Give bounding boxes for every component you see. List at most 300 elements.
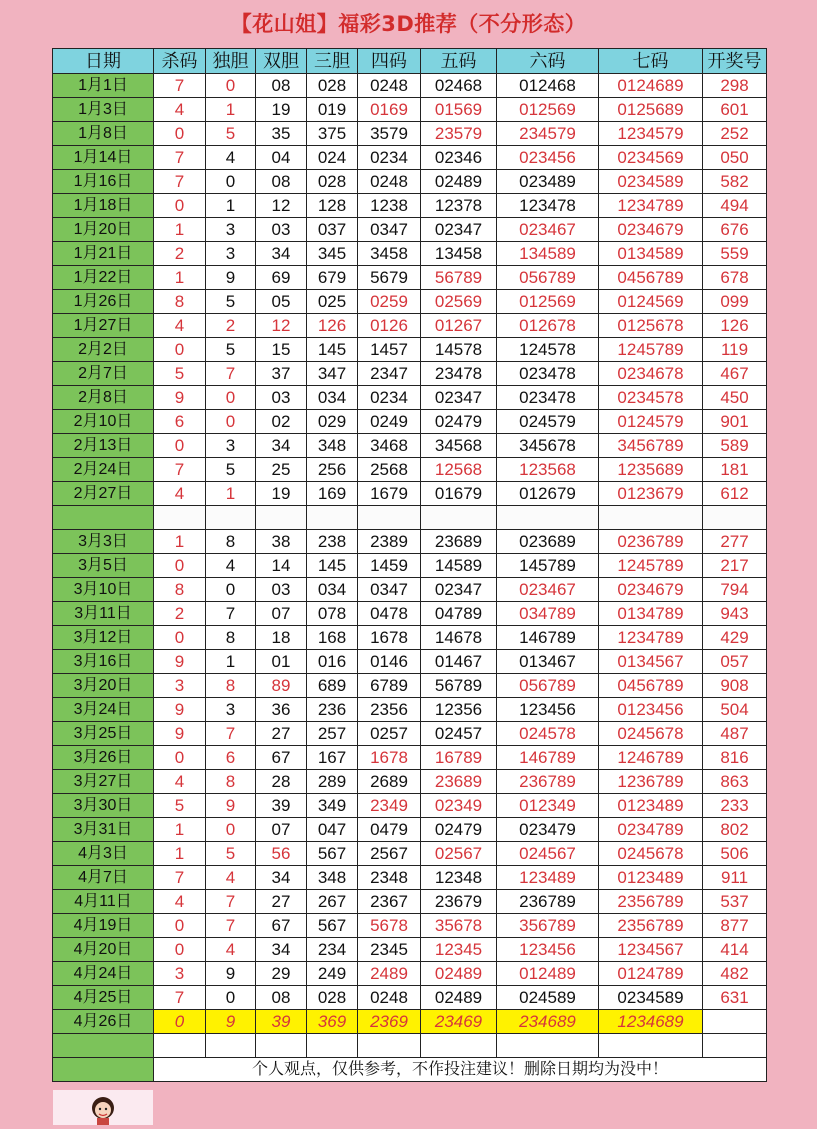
value-cell: 4 [154, 482, 206, 506]
value-cell: 023478 [497, 386, 599, 410]
value-cell: 047 [307, 818, 358, 842]
date-cell: 2月8日 [53, 386, 154, 410]
value-cell: 8 [206, 626, 256, 650]
value-cell: 0 [206, 578, 256, 602]
date-cell: 1月26日 [53, 290, 154, 314]
value-cell: 3456789 [599, 434, 703, 458]
table-row [53, 482, 767, 506]
date-cell: 4月3日 [53, 842, 154, 866]
value-cell: 4 [206, 554, 256, 578]
value-cell: 1 [206, 194, 256, 218]
date-cell: 2月10日 [53, 410, 154, 434]
value-cell: 0 [206, 74, 256, 98]
disclaimer-note: 个人观点，仅供参考，不作投注建议！删除日期均为没中！ [154, 1058, 767, 1082]
table-row [53, 674, 767, 698]
value-cell: 5 [206, 290, 256, 314]
value-cell: 267 [307, 890, 358, 914]
table-row [53, 866, 767, 890]
value-cell: 08 [256, 74, 307, 98]
value-cell: 0 [154, 626, 206, 650]
value-cell: 494 [703, 194, 767, 218]
value-cell: 4 [154, 98, 206, 122]
value-cell: 1 [206, 98, 256, 122]
value-cell: 099 [703, 290, 767, 314]
value-cell: 023489 [497, 170, 599, 194]
date-cell: 3月16日 [53, 650, 154, 674]
value-cell: 050 [703, 146, 767, 170]
table-row [53, 602, 767, 626]
value-cell: 9 [154, 722, 206, 746]
value-cell: 2568 [358, 458, 421, 482]
title-text: 福彩3D推荐（不分形态） [338, 12, 587, 36]
empty-cell [154, 1034, 206, 1058]
table-row [53, 794, 767, 818]
value-cell: 0234569 [599, 146, 703, 170]
date-cell: 1月21日 [53, 242, 154, 266]
value-cell: 0 [206, 818, 256, 842]
value-cell: 34 [256, 434, 307, 458]
value-cell: 37 [256, 362, 307, 386]
value-cell: 14 [256, 554, 307, 578]
value-cell: 236 [307, 698, 358, 722]
prediction-cell: 1234689 [599, 1010, 703, 1034]
table-row [53, 386, 767, 410]
value-cell: 0234578 [599, 386, 703, 410]
value-cell: 1234789 [599, 194, 703, 218]
value-cell: 5 [206, 338, 256, 362]
value-cell: 0 [154, 914, 206, 938]
value-cell: 016 [307, 650, 358, 674]
value-cell: 0347 [358, 218, 421, 242]
empty-cell [358, 506, 421, 530]
value-cell: 0 [206, 410, 256, 434]
value-cell: 7 [206, 362, 256, 386]
value-cell: 0234678 [599, 362, 703, 386]
page-title [0, 0, 817, 46]
column-header: 三胆 [307, 49, 358, 74]
value-cell: 347 [307, 362, 358, 386]
value-cell: 023689 [497, 530, 599, 554]
table-row [53, 842, 767, 866]
table-row [53, 890, 767, 914]
value-cell: 02569 [421, 290, 497, 314]
value-cell: 14578 [421, 338, 497, 362]
table-row [53, 986, 767, 1010]
value-cell: 123478 [497, 194, 599, 218]
value-cell: 2 [154, 602, 206, 626]
value-cell: 1245789 [599, 554, 703, 578]
value-cell: 9 [206, 962, 256, 986]
value-cell: 029 [307, 410, 358, 434]
value-cell: 36 [256, 698, 307, 722]
value-cell: 612 [703, 482, 767, 506]
value-cell: 1 [206, 482, 256, 506]
value-cell: 02489 [421, 962, 497, 986]
value-cell: 233 [703, 794, 767, 818]
recommendation-table [52, 48, 767, 1082]
value-cell: 7 [154, 170, 206, 194]
value-cell: 2367 [358, 890, 421, 914]
value-cell: 145 [307, 554, 358, 578]
table-row [53, 722, 767, 746]
value-cell: 028 [307, 74, 358, 98]
value-cell: 15 [256, 338, 307, 362]
value-cell: 1235689 [599, 458, 703, 482]
blank-row [53, 1034, 767, 1058]
value-cell: 345 [307, 242, 358, 266]
value-cell: 3 [154, 674, 206, 698]
value-cell: 6 [206, 746, 256, 770]
value-cell: 7 [154, 458, 206, 482]
value-cell: 877 [703, 914, 767, 938]
value-cell: 0 [154, 194, 206, 218]
value-cell: 023467 [497, 578, 599, 602]
value-cell: 7 [206, 722, 256, 746]
title-brand: 【花山姐】 [230, 12, 339, 36]
column-header: 日期 [53, 49, 154, 74]
value-cell: 0234589 [599, 986, 703, 1010]
value-cell: 4 [154, 770, 206, 794]
date-cell: 4月20日 [53, 938, 154, 962]
value-cell: 145789 [497, 554, 599, 578]
table-row [53, 650, 767, 674]
table-row [53, 698, 767, 722]
date-cell: 4月26日 [53, 1010, 154, 1034]
value-cell: 0123489 [599, 866, 703, 890]
value-cell: 0124569 [599, 290, 703, 314]
value-cell: 7 [154, 146, 206, 170]
value-cell: 169 [307, 482, 358, 506]
value-cell: 034 [307, 386, 358, 410]
column-header: 独胆 [206, 49, 256, 74]
date-cell: 3月5日 [53, 554, 154, 578]
value-cell: 0134567 [599, 650, 703, 674]
empty-cell [358, 1034, 421, 1058]
empty-cell [703, 1034, 767, 1058]
value-cell: 3 [206, 698, 256, 722]
value-cell: 289 [307, 770, 358, 794]
value-cell: 2345 [358, 938, 421, 962]
value-cell: 0234 [358, 386, 421, 410]
value-cell: 0248 [358, 74, 421, 98]
prediction-cell: 9 [206, 1010, 256, 1034]
value-cell: 123489 [497, 866, 599, 890]
value-cell: 467 [703, 362, 767, 386]
value-cell: 1234567 [599, 938, 703, 962]
value-cell: 89 [256, 674, 307, 698]
value-cell: 236789 [497, 890, 599, 914]
value-cell: 02347 [421, 218, 497, 242]
date-cell: 3月10日 [53, 578, 154, 602]
value-cell: 03 [256, 578, 307, 602]
date-cell: 4月11日 [53, 890, 154, 914]
value-cell: 1 [154, 266, 206, 290]
value-cell: 375 [307, 122, 358, 146]
value-cell: 2356789 [599, 890, 703, 914]
value-cell: 234579 [497, 122, 599, 146]
date-cell: 1月14日 [53, 146, 154, 170]
value-cell: 028 [307, 170, 358, 194]
value-cell: 126 [703, 314, 767, 338]
value-cell: 631 [703, 986, 767, 1010]
value-cell: 0 [206, 986, 256, 1010]
column-header: 双胆 [256, 49, 307, 74]
date-cell [53, 1058, 154, 1082]
value-cell: 034789 [497, 602, 599, 626]
value-cell: 3 [206, 242, 256, 266]
date-cell: 3月11日 [53, 602, 154, 626]
value-cell: 802 [703, 818, 767, 842]
value-cell: 128 [307, 194, 358, 218]
table-row [53, 290, 767, 314]
value-cell: 13458 [421, 242, 497, 266]
value-cell: 504 [703, 698, 767, 722]
value-cell: 9 [154, 650, 206, 674]
table-row [53, 146, 767, 170]
date-cell: 4月19日 [53, 914, 154, 938]
prediction-cell: 39 [256, 1010, 307, 1034]
value-cell: 9 [154, 386, 206, 410]
value-cell: 0248 [358, 986, 421, 1010]
value-cell: 01569 [421, 98, 497, 122]
table-row [53, 770, 767, 794]
value-cell: 05 [256, 290, 307, 314]
date-cell: 2月2日 [53, 338, 154, 362]
date-cell: 3月30日 [53, 794, 154, 818]
value-cell: 123568 [497, 458, 599, 482]
date-cell: 4月25日 [53, 986, 154, 1010]
table-row [53, 170, 767, 194]
value-cell: 298 [703, 74, 767, 98]
value-cell: 168 [307, 626, 358, 650]
value-cell: 0125678 [599, 314, 703, 338]
date-cell: 3月31日 [53, 818, 154, 842]
value-cell: 0169 [358, 98, 421, 122]
value-cell: 14678 [421, 626, 497, 650]
value-cell: 7 [154, 986, 206, 1010]
value-cell: 482 [703, 962, 767, 986]
value-cell: 1245789 [599, 338, 703, 362]
value-cell: 911 [703, 866, 767, 890]
value-cell: 816 [703, 746, 767, 770]
value-cell: 078 [307, 602, 358, 626]
value-cell: 0124789 [599, 962, 703, 986]
value-cell: 1 [154, 218, 206, 242]
value-cell: 14589 [421, 554, 497, 578]
value-cell: 024578 [497, 722, 599, 746]
value-cell: 1 [154, 842, 206, 866]
value-cell: 0259 [358, 290, 421, 314]
value-cell: 0234679 [599, 578, 703, 602]
value-cell: 0456789 [599, 266, 703, 290]
empty-cell [154, 506, 206, 530]
table-row [53, 554, 767, 578]
value-cell: 18 [256, 626, 307, 650]
value-cell: 19 [256, 98, 307, 122]
value-cell: 1457 [358, 338, 421, 362]
value-cell: 506 [703, 842, 767, 866]
value-cell: 124578 [497, 338, 599, 362]
value-cell: 23579 [421, 122, 497, 146]
value-cell: 0234679 [599, 218, 703, 242]
value-cell: 4 [206, 866, 256, 890]
note-row [53, 1058, 767, 1082]
value-cell: 056789 [497, 674, 599, 698]
value-cell: 167 [307, 746, 358, 770]
prediction-cell: 23469 [421, 1010, 497, 1034]
value-cell: 0 [154, 338, 206, 362]
table-row [53, 530, 767, 554]
value-cell: 277 [703, 530, 767, 554]
table-row [53, 938, 767, 962]
table-row [53, 434, 767, 458]
value-cell: 7 [206, 602, 256, 626]
value-cell: 04 [256, 146, 307, 170]
value-cell: 35 [256, 122, 307, 146]
empty-cell [256, 506, 307, 530]
value-cell: 39 [256, 794, 307, 818]
value-cell: 181 [703, 458, 767, 482]
value-cell: 5 [206, 842, 256, 866]
value-cell: 024579 [497, 410, 599, 434]
date-cell: 2月27日 [53, 482, 154, 506]
value-cell: 487 [703, 722, 767, 746]
value-cell: 16789 [421, 746, 497, 770]
value-cell: 012678 [497, 314, 599, 338]
value-cell: 02468 [421, 74, 497, 98]
value-cell: 0257 [358, 722, 421, 746]
value-cell: 2389 [358, 530, 421, 554]
date-cell: 1月1日 [53, 74, 154, 98]
mascot-image [53, 1090, 153, 1125]
value-cell: 012349 [497, 794, 599, 818]
value-cell: 4 [206, 146, 256, 170]
value-cell: 3 [206, 434, 256, 458]
value-cell: 8 [154, 290, 206, 314]
column-header: 七码 [599, 49, 703, 74]
prediction-cell: 234689 [497, 1010, 599, 1034]
value-cell: 0134589 [599, 242, 703, 266]
value-cell: 023456 [497, 146, 599, 170]
value-cell: 034 [307, 578, 358, 602]
table-row [53, 818, 767, 842]
value-cell: 217 [703, 554, 767, 578]
table-row [53, 458, 767, 482]
value-cell: 238 [307, 530, 358, 554]
value-cell: 019 [307, 98, 358, 122]
value-cell: 23478 [421, 362, 497, 386]
value-cell: 8 [206, 674, 256, 698]
table-row [53, 122, 767, 146]
table-row [53, 626, 767, 650]
value-cell: 5679 [358, 266, 421, 290]
value-cell: 794 [703, 578, 767, 602]
value-cell: 25 [256, 458, 307, 482]
value-cell: 2356789 [599, 914, 703, 938]
value-cell: 234 [307, 938, 358, 962]
value-cell: 8 [206, 770, 256, 794]
value-cell: 7 [206, 914, 256, 938]
column-header: 四码 [358, 49, 421, 74]
value-cell: 12348 [421, 866, 497, 890]
date-cell: 3月20日 [53, 674, 154, 698]
value-cell: 27 [256, 890, 307, 914]
value-cell: 145 [307, 338, 358, 362]
value-cell: 3 [206, 218, 256, 242]
value-cell: 9 [206, 794, 256, 818]
value-cell: 356789 [497, 914, 599, 938]
value-cell: 123456 [497, 698, 599, 722]
column-header: 六码 [497, 49, 599, 74]
prediction-cell: 369 [307, 1010, 358, 1034]
value-cell: 01467 [421, 650, 497, 674]
value-cell: 679 [307, 266, 358, 290]
value-cell: 601 [703, 98, 767, 122]
value-cell: 02347 [421, 386, 497, 410]
value-cell: 943 [703, 602, 767, 626]
empty-cell [206, 1034, 256, 1058]
value-cell: 0123456 [599, 698, 703, 722]
date-cell [53, 506, 154, 530]
value-cell: 12345 [421, 938, 497, 962]
value-cell: 34568 [421, 434, 497, 458]
value-cell: 028 [307, 986, 358, 1010]
value-cell: 34 [256, 866, 307, 890]
column-header: 杀码 [154, 49, 206, 74]
empty-cell [307, 506, 358, 530]
value-cell: 02349 [421, 794, 497, 818]
value-cell: 012679 [497, 482, 599, 506]
value-cell: 024567 [497, 842, 599, 866]
value-cell: 012569 [497, 290, 599, 314]
value-cell: 567 [307, 842, 358, 866]
empty-cell [703, 1010, 767, 1034]
table-row [53, 98, 767, 122]
value-cell: 7 [206, 890, 256, 914]
table-row [53, 746, 767, 770]
value-cell: 27 [256, 722, 307, 746]
value-cell: 35678 [421, 914, 497, 938]
value-cell: 1 [206, 650, 256, 674]
value-cell: 0 [154, 938, 206, 962]
value-cell: 1679 [358, 482, 421, 506]
value-cell: 126 [307, 314, 358, 338]
value-cell: 024 [307, 146, 358, 170]
value-cell: 56789 [421, 674, 497, 698]
date-cell: 1月16日 [53, 170, 154, 194]
header-row [53, 49, 767, 74]
empty-cell [599, 1034, 703, 1058]
value-cell: 1 [154, 530, 206, 554]
value-cell: 4 [154, 890, 206, 914]
value-cell: 6789 [358, 674, 421, 698]
empty-cell [256, 1034, 307, 1058]
value-cell: 19 [256, 482, 307, 506]
value-cell: 8 [154, 578, 206, 602]
value-cell: 257 [307, 722, 358, 746]
value-cell: 146789 [497, 626, 599, 650]
separator-row [53, 506, 767, 530]
table-row [53, 242, 767, 266]
value-cell: 01267 [421, 314, 497, 338]
table-row [53, 266, 767, 290]
value-cell: 1234789 [599, 626, 703, 650]
value-cell: 559 [703, 242, 767, 266]
empty-cell [421, 1034, 497, 1058]
value-cell: 2 [206, 314, 256, 338]
date-cell: 4月7日 [53, 866, 154, 890]
current-prediction-row [53, 1010, 767, 1034]
